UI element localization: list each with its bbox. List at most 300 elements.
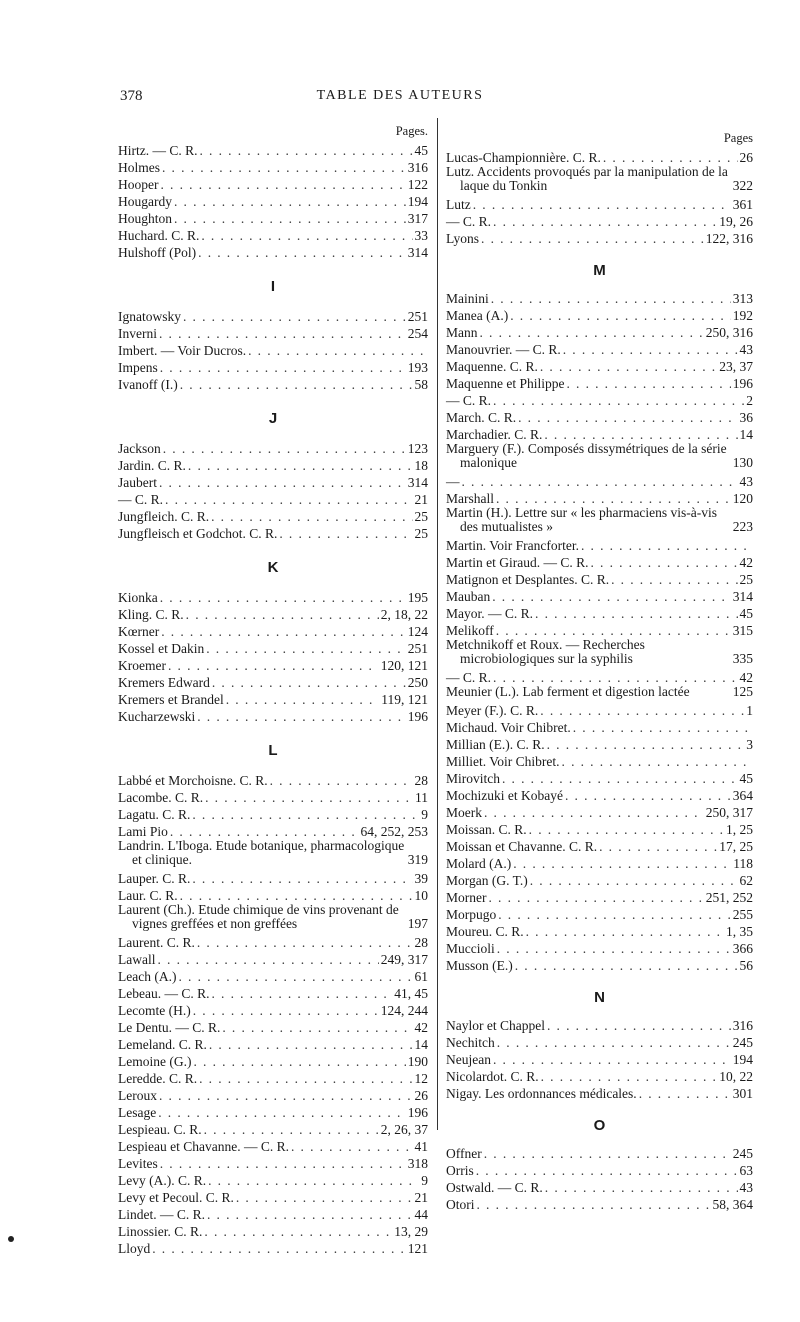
index-entry — [118, 605, 428, 622]
entry-name: Holmes — [118, 160, 160, 175]
page-reference: 122 — [407, 177, 428, 192]
page-number: 378 — [120, 88, 143, 104]
page-reference: 63 — [739, 1163, 753, 1178]
entry-name: Kroemer — [118, 658, 166, 673]
index-entry — [446, 718, 753, 735]
index-entry — [446, 1161, 753, 1178]
dot-leader — [165, 493, 412, 507]
page-reference: 223 — [732, 519, 753, 534]
page-reference: 250 — [407, 675, 428, 690]
page-reference: 13, 29 — [394, 1224, 428, 1239]
page-reference: 17, 25 — [719, 839, 753, 854]
dot-leader — [545, 1181, 738, 1195]
dot-leader — [530, 874, 738, 888]
entry-name: Neujean — [446, 1052, 491, 1067]
page-reference: 41, 45 — [394, 986, 428, 1001]
index-entry — [118, 656, 428, 673]
entry-name: Landrin. L'Iboga. Etude botanique, pharmacologique et clinique. — [118, 838, 405, 867]
page-reference: 301 — [732, 1086, 753, 1101]
section-letter: I — [270, 278, 276, 295]
page-reference: 18 — [414, 458, 428, 473]
index-entry — [118, 141, 428, 158]
page-reference: 3 — [746, 737, 753, 752]
dot-leader — [161, 178, 406, 192]
index-entry — [446, 1016, 753, 1033]
page-reference: 249, 317 — [380, 952, 428, 967]
entry-name: Lespieau. C. R. — [118, 1122, 202, 1137]
dot-leader — [197, 936, 413, 950]
index-entry — [446, 165, 753, 193]
page-reference: 45 — [739, 606, 753, 621]
entry-name: Leach (A.) — [118, 969, 177, 984]
index-entry — [118, 933, 428, 950]
index-entry — [118, 1239, 428, 1256]
index-entry — [118, 673, 428, 690]
dot-leader — [497, 1036, 731, 1050]
entry-name: Melikoff — [446, 623, 494, 638]
dot-leader — [497, 942, 731, 956]
page-reference: 42 — [414, 1020, 428, 1035]
index-entry — [118, 209, 428, 226]
dot-leader — [204, 1123, 379, 1137]
dot-leader — [160, 1157, 406, 1171]
dot-leader — [484, 1147, 731, 1161]
index-entry — [446, 374, 753, 391]
section-letter: N — [594, 989, 605, 1006]
index-entry — [446, 506, 753, 534]
pages-label: Pages — [723, 131, 753, 145]
page-reference: 317 — [407, 211, 428, 226]
entry-name: Kœrner — [118, 624, 160, 639]
section-letter: L — [268, 742, 278, 759]
entry-name: — C. R. — [446, 393, 492, 408]
running-title: TABLE DES AUTEURS — [316, 88, 484, 103]
entry-name: Hulshoff (Pol) — [118, 245, 197, 260]
page-reference: 190 — [407, 1054, 428, 1069]
dot-leader — [178, 970, 412, 984]
index-entry — [118, 1154, 428, 1171]
index-entry — [446, 1050, 753, 1067]
entry-name: Offner — [446, 1146, 482, 1161]
dot-leader — [192, 872, 412, 886]
entry-name: Ivanoff (I.) — [118, 377, 178, 392]
page-reference: 9 — [421, 807, 428, 822]
page-reference: 1, 35 — [726, 924, 753, 939]
page-reference: 62 — [739, 873, 753, 888]
page-reference: 58 — [414, 377, 428, 392]
index-entry — [446, 425, 753, 442]
page-reference: 11 — [415, 790, 428, 805]
index-entry — [446, 587, 753, 604]
dot-leader — [477, 1198, 711, 1212]
index-entry — [446, 570, 753, 587]
entry-name: Nechitch — [446, 1035, 495, 1050]
dot-leader — [510, 309, 731, 323]
dot-leader — [540, 704, 744, 718]
page-reference: 124, 244 — [380, 1003, 428, 1018]
index-entry — [118, 1120, 428, 1137]
dot-leader — [236, 1191, 413, 1205]
dot-leader — [159, 1089, 413, 1103]
index-entry — [446, 1195, 753, 1212]
page-header — [0, 88, 800, 110]
index-entry — [118, 1052, 428, 1069]
index-entry — [118, 1171, 428, 1188]
index-entry — [118, 1069, 428, 1086]
page-reference: 25 — [414, 526, 428, 541]
entry-name: Impens — [118, 360, 158, 375]
index-entry — [446, 148, 753, 165]
entry-name: Martin (H.). Lettre sur « les pharmaciens vis-à-vis des mutualistes » — [446, 505, 718, 534]
index-entry — [118, 967, 428, 984]
index-entry — [446, 1178, 753, 1195]
index-entry — [446, 939, 753, 956]
page-reference: 43 — [739, 1180, 753, 1195]
dot-leader — [174, 195, 406, 209]
dot-leader — [547, 1019, 731, 1033]
dot-leader — [502, 772, 738, 786]
page-reference: 196 — [407, 709, 428, 724]
entry-name: Imbert. — Voir Ducros. — [118, 343, 247, 358]
entry-name: Orris — [446, 1163, 474, 1178]
entry-name: — C. R. — [446, 670, 492, 685]
index-entry — [446, 786, 753, 803]
entry-name: Lucas-Championnière. C. R. — [446, 150, 601, 165]
dot-leader — [563, 343, 738, 357]
page-reference: 364 — [732, 788, 753, 803]
page-reference: 64, 252, 253 — [360, 824, 428, 839]
index-entry — [446, 837, 753, 854]
page-reference: 42 — [739, 555, 753, 570]
index-entry — [446, 1084, 753, 1101]
index-entry — [118, 1188, 428, 1205]
entry-name: Jungfleich. C. R. — [118, 509, 210, 524]
page-reference: 197 — [407, 916, 428, 931]
page-reference: 361 — [732, 197, 753, 212]
page-reference: 250, 317 — [705, 805, 753, 820]
dot-leader — [160, 361, 406, 375]
entry-name: Hougardy — [118, 194, 172, 209]
dot-leader — [211, 987, 392, 1001]
dot-leader — [540, 360, 717, 374]
dot-leader — [170, 825, 359, 839]
page-reference: 196 — [407, 1105, 428, 1120]
page-reference: 21 — [414, 1190, 428, 1205]
page-reference: 28 — [414, 935, 428, 950]
entry-name: Maquenne. C. R. — [446, 359, 538, 374]
page-reference: 10, 22 — [719, 1069, 753, 1084]
entry-name: Leroux — [118, 1088, 157, 1103]
dot-leader — [547, 738, 745, 752]
entry-name: Moureu. C. R. — [446, 924, 524, 939]
index-entry — [118, 869, 428, 886]
dot-leader — [186, 608, 379, 622]
entry-name: Marshall — [446, 491, 494, 506]
dot-leader — [180, 378, 413, 392]
index-entry — [118, 903, 428, 931]
entry-name: Lespieau et Chavanne. — C. R. — [118, 1139, 289, 1154]
entry-name: Mochizuki et Kobayé — [446, 788, 563, 803]
entry-name: Jackson — [118, 441, 161, 456]
dot-leader — [162, 161, 406, 175]
index-entry — [118, 158, 428, 175]
dot-leader — [581, 539, 751, 553]
dot-leader — [481, 232, 704, 246]
dot-leader — [192, 808, 419, 822]
index-entry — [446, 685, 753, 699]
page-reference: 45 — [739, 771, 753, 786]
dot-leader — [492, 590, 731, 604]
index-entry — [446, 408, 753, 425]
dot-leader — [193, 1004, 379, 1018]
dot-leader — [573, 721, 751, 735]
index-entry — [118, 243, 428, 260]
page-reference: 125 — [732, 684, 753, 699]
index-entry — [446, 871, 753, 888]
page-reference: 43 — [739, 342, 753, 357]
page-reference: 194 — [732, 1052, 753, 1067]
index-entry — [118, 707, 428, 724]
entry-name: Levites — [118, 1156, 158, 1171]
page-reference: 319 — [407, 852, 428, 867]
page-reference: 196 — [732, 376, 753, 391]
page-reference: 251, 252 — [705, 890, 753, 905]
index-entry — [446, 442, 753, 470]
dot-leader — [157, 953, 378, 967]
index-entry — [118, 1035, 428, 1052]
dot-leader — [248, 344, 426, 358]
entry-name: Kionka — [118, 590, 158, 605]
page-reference: 251 — [407, 309, 428, 324]
dot-leader — [211, 510, 412, 524]
index-entry — [118, 175, 428, 192]
page-reference: 121 — [407, 1241, 428, 1256]
index-entry — [118, 1018, 428, 1035]
entry-name: Muccioli — [446, 941, 495, 956]
dot-leader — [159, 327, 406, 341]
page-reference: 194 — [407, 194, 428, 209]
index-entry — [446, 391, 753, 408]
entry-name: Labbé et Morchoisne. C. R. — [118, 773, 268, 788]
page-reference: 1 — [746, 703, 753, 718]
index-entry — [118, 1103, 428, 1120]
index-entry — [446, 621, 753, 638]
entry-name: Matignon et Desplantes. C. R. — [446, 572, 610, 587]
entry-name: Levy (A.). C. R. — [118, 1173, 207, 1188]
entry-name: Morgan (G. T.) — [446, 873, 528, 888]
page-reference: 33 — [414, 228, 428, 243]
page-reference: 58, 364 — [712, 1197, 753, 1212]
section-letter: K — [267, 559, 279, 576]
entry-name: Kucharzewski — [118, 709, 196, 724]
dot-leader — [197, 710, 406, 724]
dot-leader — [212, 676, 406, 690]
index-entry — [118, 1205, 428, 1222]
dot-leader — [526, 925, 724, 939]
dot-leader — [611, 573, 737, 587]
index-entry — [446, 701, 753, 718]
dot-leader — [199, 1072, 412, 1086]
entry-name: Mirovitch — [446, 771, 500, 786]
index-entry — [118, 307, 428, 324]
index-entry — [446, 735, 753, 752]
entry-name: Lloyd — [118, 1241, 151, 1256]
index-entry — [118, 984, 428, 1001]
page-reference: 45 — [414, 143, 428, 158]
index-entry — [118, 839, 428, 867]
page-reference: 120, 121 — [380, 658, 428, 673]
dot-leader — [491, 292, 731, 306]
dot-leader — [222, 1021, 412, 1035]
entry-name: Laurent. C. R. — [118, 935, 195, 950]
page-reference: 120 — [732, 491, 753, 506]
page-reference: 313 — [732, 291, 753, 306]
page-reference: 314 — [407, 475, 428, 490]
page-reference: 314 — [407, 245, 428, 260]
index-entry — [446, 769, 753, 786]
index-entry — [118, 822, 428, 839]
index-entry — [446, 638, 753, 666]
section-letter: M — [593, 262, 606, 279]
entry-name: Martin. Voir Francforter. — [446, 538, 579, 553]
index-entry — [446, 212, 753, 229]
entry-name: Hooper — [118, 177, 159, 192]
dot-leader — [201, 229, 412, 243]
dot-leader — [193, 1055, 405, 1069]
index-entry — [446, 323, 753, 340]
dot-leader — [174, 212, 406, 226]
entry-name: Houghton — [118, 211, 172, 226]
index-entry — [446, 752, 753, 769]
entry-name: Huchard. C. R. — [118, 228, 200, 243]
dot-leader — [204, 1225, 392, 1239]
dot-leader — [163, 442, 406, 456]
dot-leader — [493, 1053, 731, 1067]
dot-leader — [562, 755, 751, 769]
entry-name: Hirtz. — C. R. — [118, 143, 198, 158]
entry-name: Lecomte (H.) — [118, 1003, 191, 1018]
dot-leader — [180, 889, 413, 903]
entry-name: Morner — [446, 890, 487, 905]
page-reference: 12 — [414, 1071, 428, 1086]
column-divider — [437, 118, 438, 1130]
page-reference: 2, 18, 22 — [380, 607, 428, 622]
entry-name: Lami Pio — [118, 824, 168, 839]
dot-leader — [518, 411, 737, 425]
index-entry — [446, 604, 753, 621]
entry-name: Manouvrier. — C. R. — [446, 342, 561, 357]
page-reference: 14 — [414, 1037, 428, 1052]
dot-leader — [161, 625, 406, 639]
section-letter: O — [593, 1117, 606, 1134]
index-entry — [446, 1067, 753, 1084]
page-reference: 255 — [732, 907, 753, 922]
index-entry — [118, 192, 428, 209]
index-entry — [118, 788, 428, 805]
page-reference: 245 — [732, 1146, 753, 1161]
index-entry — [118, 490, 428, 507]
index-entry — [118, 805, 428, 822]
entry-name: Ostwald. — C. R. — [446, 1180, 543, 1195]
entry-name: Lebeau. — C. R. — [118, 986, 210, 1001]
dot-leader — [496, 624, 731, 638]
entry-name: Meunier (L.). Lab ferment et digestion lactée — [446, 684, 690, 699]
entry-name: — — [446, 474, 460, 489]
dot-leader — [535, 607, 737, 621]
entry-name: — C. R. — [118, 492, 164, 507]
index-entry — [118, 324, 428, 341]
index-entry — [446, 489, 753, 506]
entry-name: Mauban — [446, 589, 491, 604]
dot-leader — [226, 693, 380, 707]
dot-leader — [541, 1070, 718, 1084]
dot-leader — [152, 1242, 406, 1256]
index-entry — [446, 553, 753, 570]
page-reference: 19, 26 — [719, 214, 753, 229]
page-reference: 366 — [732, 941, 753, 956]
index-entry — [118, 439, 428, 456]
index-entry — [118, 226, 428, 243]
page-mark — [8, 1236, 14, 1242]
left-column — [118, 121, 428, 1256]
entry-name: Milliet. Voir Chibret. — [446, 754, 560, 769]
index-entry — [446, 668, 753, 685]
entry-name: Lyons — [446, 231, 480, 246]
page-reference: 23, 37 — [719, 359, 753, 374]
index-entry — [118, 639, 428, 656]
index-entry — [446, 340, 753, 357]
dot-leader — [565, 789, 731, 803]
entry-name: Lindet. — C. R. — [118, 1207, 205, 1222]
dot-leader — [529, 823, 724, 837]
page-reference: 316 — [732, 1018, 753, 1033]
page-reference: 335 — [732, 651, 753, 666]
dot-leader — [496, 492, 731, 506]
entry-name: Marchadier. C. R. — [446, 427, 543, 442]
index-entry — [118, 886, 428, 903]
entry-name: Lauper. C. R. — [118, 871, 191, 886]
dot-leader — [279, 527, 412, 541]
entry-name: Lagatu. C. R. — [118, 807, 191, 822]
page-reference: 10 — [414, 888, 428, 903]
index-entry — [446, 306, 753, 323]
index-entry — [446, 357, 753, 374]
index-entry — [446, 905, 753, 922]
dot-leader — [206, 642, 406, 656]
index-entry — [446, 1144, 753, 1161]
entry-name: Naylor et Chappel — [446, 1018, 545, 1033]
entry-name: Kremers et Brandel — [118, 692, 224, 707]
entry-name: Linossier. C. R. — [118, 1224, 203, 1239]
page-reference: 14 — [739, 427, 753, 442]
dot-leader — [603, 151, 738, 165]
entry-name: Mayor. — C. R. — [446, 606, 534, 621]
page-reference: 318 — [407, 1156, 428, 1171]
entry-name: Molard (A.) — [446, 856, 512, 871]
index-entry — [118, 341, 428, 358]
page-reference: 2, 26, 37 — [380, 1122, 428, 1137]
dot-leader — [493, 215, 717, 229]
entry-name: Laurent (Ch.). Etude chimique de vins provenant de vignes greffées et non greffées — [118, 902, 399, 931]
dot-leader — [291, 1140, 413, 1154]
entry-name: Mainini — [446, 291, 489, 306]
entry-name: Mann — [446, 325, 478, 340]
page-reference: 41 — [414, 1139, 428, 1154]
page-reference: 316 — [407, 160, 428, 175]
page-reference: 61 — [414, 969, 428, 984]
dot-leader — [159, 476, 406, 490]
page-reference: 123 — [407, 441, 428, 456]
